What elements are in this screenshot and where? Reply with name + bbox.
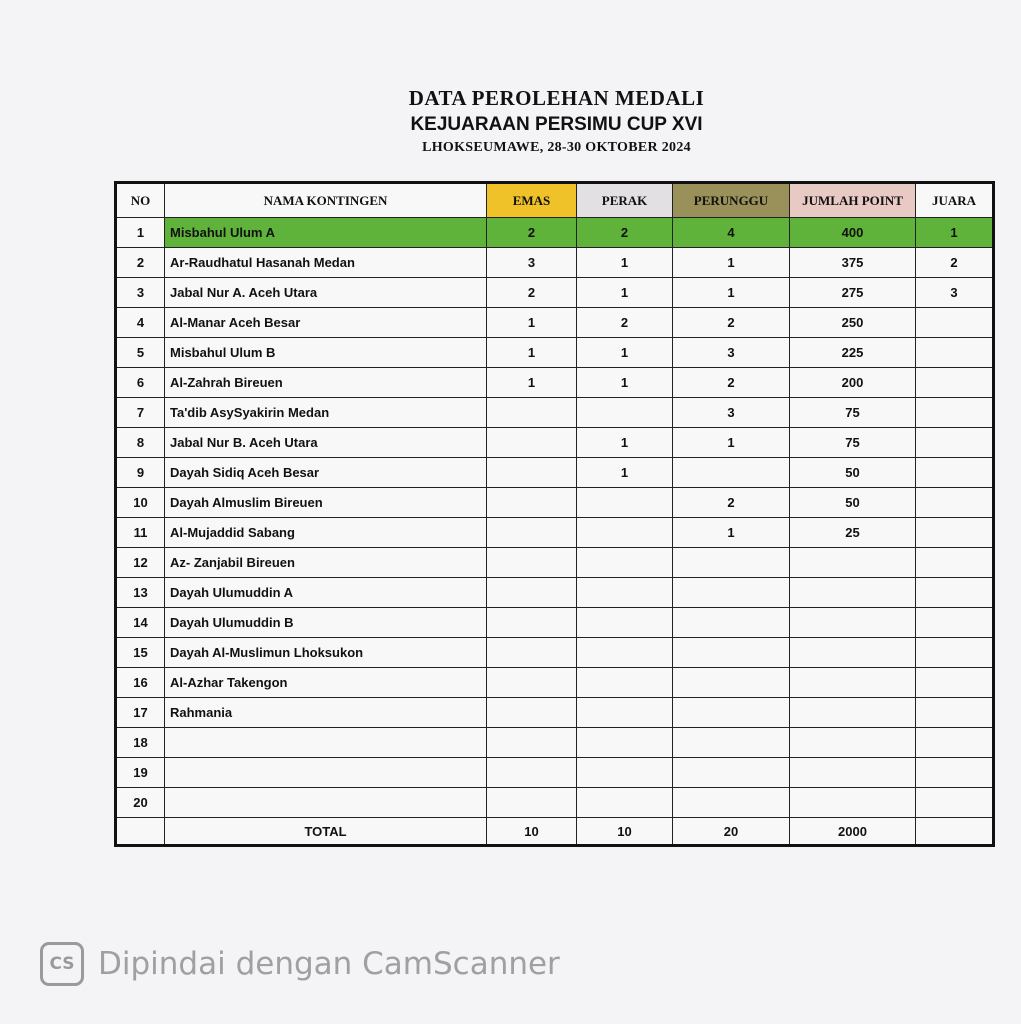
total-juara [916,818,994,846]
table-row [116,308,994,338]
row-perunggu [673,758,790,788]
row-perak: 1 [577,248,673,278]
row-emas: 3 [487,248,577,278]
medal-table [114,181,995,847]
row-no: 20 [116,788,165,818]
total-label: TOTAL [165,818,487,846]
row-no: 8 [116,428,165,458]
row-point: 375 [790,248,916,278]
table-row [116,668,994,698]
row-emas [487,548,577,578]
row-no: 18 [116,728,165,758]
row-perak [577,758,673,788]
camscanner-icon: CS [40,942,84,986]
row-emas [487,638,577,668]
row-perunggu: 1 [673,278,790,308]
row-emas: 1 [487,368,577,398]
row-point: 75 [790,398,916,428]
row-perunggu [673,698,790,728]
table-row [116,608,994,638]
row-point: 225 [790,338,916,368]
total-perunggu: 20 [673,818,790,846]
row-point [790,788,916,818]
table-row [116,488,994,518]
row-perak [577,518,673,548]
row-point [790,668,916,698]
row-perak: 1 [577,458,673,488]
row-perunggu [673,548,790,578]
row-emas [487,758,577,788]
row-juara: 2 [916,248,994,278]
row-no: 3 [116,278,165,308]
table-row [116,278,994,308]
row-point: 250 [790,308,916,338]
row-emas [487,488,577,518]
row-no: 6 [116,368,165,398]
row-emas [487,578,577,608]
row-name: Dayah Sidiq Aceh Besar [165,458,487,488]
row-perunggu [673,608,790,638]
camscanner-watermark [40,942,560,986]
row-perak [577,638,673,668]
row-juara [916,788,994,818]
row-juara [916,608,994,638]
row-no: 4 [116,308,165,338]
total-no-cell [116,818,165,846]
row-perak: 1 [577,338,673,368]
row-perunggu: 1 [673,518,790,548]
row-perunggu: 1 [673,428,790,458]
row-perunggu [673,728,790,758]
row-perunggu [673,578,790,608]
row-point: 400 [790,218,916,248]
table-row [116,518,994,548]
total-point: 2000 [790,818,916,846]
row-perak [577,698,673,728]
total-emas: 10 [487,818,577,846]
row-emas [487,788,577,818]
row-perak: 1 [577,278,673,308]
row-perunggu [673,788,790,818]
watermark-text: Dipindai dengan CamScanner [98,946,560,982]
row-perunggu: 2 [673,308,790,338]
row-perak: 1 [577,428,673,458]
table-row [116,398,994,428]
row-no: 12 [116,548,165,578]
row-juara [916,308,994,338]
row-no: 5 [116,338,165,368]
row-juara [916,518,994,548]
row-point [790,698,916,728]
row-no: 13 [116,578,165,608]
row-point [790,758,916,788]
header-row [116,183,994,218]
row-perunggu: 2 [673,488,790,518]
row-perak: 2 [577,308,673,338]
table-row [116,728,994,758]
row-name [165,788,487,818]
row-point: 50 [790,458,916,488]
row-name: Jabal Nur B. Aceh Utara [165,428,487,458]
row-juara [916,368,994,398]
row-juara [916,338,994,368]
row-juara [916,548,994,578]
header-juara: JUARA [916,183,994,218]
row-juara [916,728,994,758]
row-juara [916,398,994,428]
row-perunggu: 1 [673,248,790,278]
row-emas [487,458,577,488]
row-no: 2 [116,248,165,278]
table-row [116,458,994,488]
row-name: Dayah Ulumuddin A [165,578,487,608]
row-emas [487,518,577,548]
row-point [790,728,916,758]
row-emas [487,668,577,698]
row-name: Al-Mujaddid Sabang [165,518,487,548]
row-name: Dayah Al-Muslimun Lhoksukon [165,638,487,668]
row-juara [916,458,994,488]
table-row [116,548,994,578]
row-name [165,728,487,758]
row-perunggu: 4 [673,218,790,248]
row-name: Al-Zahrah Bireuen [165,368,487,398]
row-perak [577,488,673,518]
row-emas: 2 [487,278,577,308]
row-emas: 1 [487,338,577,368]
row-point: 200 [790,368,916,398]
header-perunggu: PERUNGGU [673,183,790,218]
row-perunggu [673,668,790,698]
row-emas [487,608,577,638]
row-emas [487,698,577,728]
document-header [0,86,1021,156]
row-point: 75 [790,428,916,458]
row-perunggu: 2 [673,368,790,398]
header-perak: PERAK [577,183,673,218]
row-perak [577,398,673,428]
row-name: Ar-Raudhatul Hasanah Medan [165,248,487,278]
row-name: Az- Zanjabil Bireuen [165,548,487,578]
row-emas: 2 [487,218,577,248]
row-perunggu: 3 [673,338,790,368]
row-perak [577,578,673,608]
row-point [790,578,916,608]
table-row [116,368,994,398]
row-name: Dayah Almuslim Bireuen [165,488,487,518]
table-row [116,428,994,458]
row-name: Rahmania [165,698,487,728]
row-no: 19 [116,758,165,788]
row-no: 1 [116,218,165,248]
row-juara [916,488,994,518]
row-point [790,638,916,668]
row-juara: 3 [916,278,994,308]
row-name: Misbahul Ulum B [165,338,487,368]
table-body [116,218,994,818]
row-perak [577,608,673,638]
table-row [116,698,994,728]
row-emas: 1 [487,308,577,338]
table-row [116,638,994,668]
row-perak [577,548,673,578]
row-juara [916,428,994,458]
table-row [116,218,994,248]
row-no: 9 [116,458,165,488]
table-row [116,788,994,818]
row-perak [577,788,673,818]
row-point [790,548,916,578]
row-perak [577,728,673,758]
row-juara [916,698,994,728]
row-juara [916,668,994,698]
header-jumlah-point: JUMLAH POINT [790,183,916,218]
row-perak: 1 [577,368,673,398]
table-row [116,578,994,608]
row-no: 10 [116,488,165,518]
row-juara [916,578,994,608]
row-no: 11 [116,518,165,548]
row-point: 25 [790,518,916,548]
header-nama-kontingen: NAMA KONTINGEN [165,183,487,218]
row-perunggu: 3 [673,398,790,428]
table-row [116,758,994,788]
row-perunggu [673,638,790,668]
total-perak: 10 [577,818,673,846]
row-no: 7 [116,398,165,428]
row-point: 275 [790,278,916,308]
row-juara: 1 [916,218,994,248]
row-name: Al-Azhar Takengon [165,668,487,698]
row-no: 16 [116,668,165,698]
row-name: Dayah Ulumuddin B [165,608,487,638]
row-juara [916,638,994,668]
document-title: DATA PEROLEHAN MEDALI [408,86,705,110]
row-emas [487,398,577,428]
row-name: Misbahul Ulum A [165,218,487,248]
row-name: Al-Manar Aceh Besar [165,308,487,338]
row-emas [487,728,577,758]
header-emas: EMAS [487,183,577,218]
row-emas [487,428,577,458]
table-row [116,248,994,278]
table-row [116,338,994,368]
header-no: NO [116,183,165,218]
row-juara [916,758,994,788]
row-name [165,758,487,788]
row-perunggu [673,458,790,488]
row-name: Ta'dib AsySyakirin Medan [165,398,487,428]
row-perak: 2 [577,218,673,248]
row-no: 17 [116,698,165,728]
total-row [116,818,994,846]
row-perak [577,668,673,698]
place-date: LHOKSEUMAWE, 28-30 OKTOBER 2024 [422,140,691,155]
row-point: 50 [790,488,916,518]
row-point [790,608,916,638]
event-name: KEJUARAAN PERSIMU CUP XVI [410,114,703,135]
row-no: 14 [116,608,165,638]
row-no: 15 [116,638,165,668]
row-name: Jabal Nur A. Aceh Utara [165,278,487,308]
